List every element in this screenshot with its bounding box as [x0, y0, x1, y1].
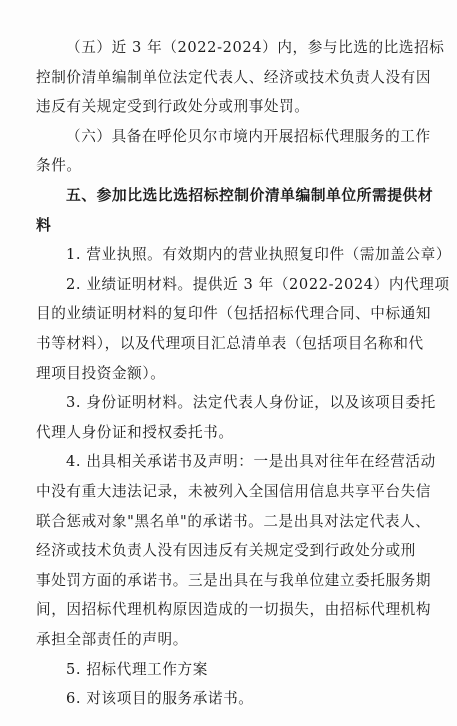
item-2-line-4: 理项目投资金额）。 — [36, 365, 166, 382]
item-3-line-1: 3. 身份证明材料。法定代表人身份证，以及该项目委托 — [66, 394, 436, 411]
item-3-line-2: 代理人身份证和授权委托书。 — [36, 424, 234, 441]
item-1-line-1: 1. 营业执照。有效期内的营业执照复印件（需加盖公章） — [66, 246, 452, 263]
item-4-line-3: 联合惩戒对象"黑名单"的承诺书。二是出具对法定代表人、 — [36, 513, 431, 530]
item-4-line-6: 间，因招标代理机构原因造成的一切损失，由招标代理机构 — [36, 601, 432, 618]
item-6-line-1: 6. 对该项目的服务承诺书。 — [66, 690, 254, 707]
paragraph-6-line-2: 条件。 — [36, 157, 82, 174]
item-4-line-7: 承担全部责任的声明。 — [36, 631, 188, 648]
item-2-line-1: 2. 业绩证明材料。提供近 3 年（2022-2024）内代理项 — [66, 276, 450, 293]
item-4-line-2: 中没有重大违法记录，未被列入全国信用信息共享平台失信 — [36, 483, 432, 500]
item-2-line-3: 书等材料），以及代理项目汇总清单表（包括项目名称和代 — [36, 335, 424, 352]
item-4-line-5: 事处罚方面的承诺书。三是出具在与我单位建立委托服务期 — [36, 572, 432, 589]
section-heading-line-2: 料 — [36, 217, 52, 234]
item-4-line-4: 经济或技术负责人没有因违反有关规定受到行政处分或刑 — [36, 542, 416, 559]
item-5-line-1: 5. 招标代理工作方案 — [66, 661, 208, 678]
paragraph-6-line-1: （六）具备在呼伦贝尔市境内开展招标代理服务的工作 — [66, 128, 431, 145]
item-2-line-2: 目的业绩证明材料的复印件（包括招标代理合同、中标通知 — [36, 305, 432, 322]
item-4-line-1: 4. 出具相关承诺书及声明：一是出具对往年在经营活动 — [66, 453, 436, 470]
paragraph-5-line-3: 违反有关规定受到行政处分或刑事处罚。 — [36, 98, 310, 115]
paragraph-5-line-2: 控制价清单编制单位法定代表人、经济或技术负责人没有因 — [36, 69, 432, 86]
section-heading-line-1: 五、参加比选比选招标控制价清单编制单位所需提供材 — [66, 187, 434, 204]
paragraph-5-line-1: （五）近 3 年（2022-2024）内，参与比选的比选招标 — [66, 39, 445, 56]
